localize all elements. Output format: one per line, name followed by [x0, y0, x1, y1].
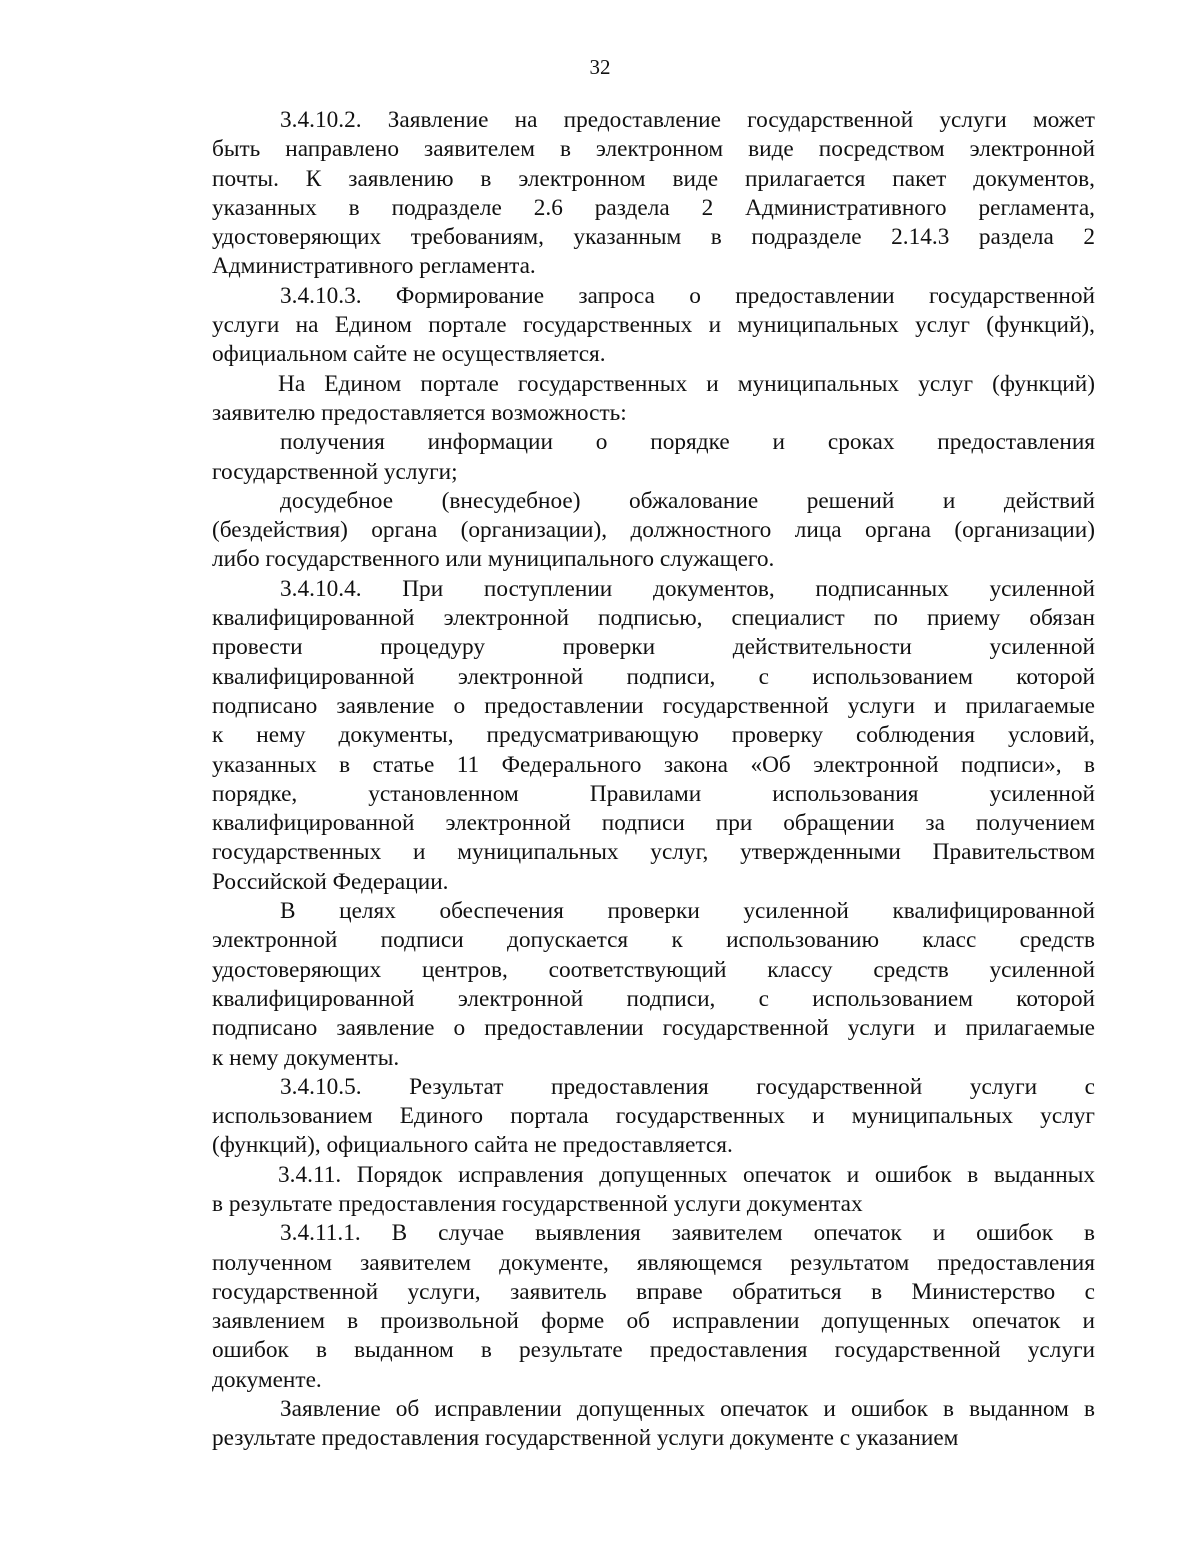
- paragraph-line: государственных и муниципальных услуг, утвержденными Правительством: [212, 839, 1095, 866]
- paragraph-line: На Едином портале государственных и муниципальных услуг (функций): [278, 370, 1095, 397]
- paragraph-line: получения информации о порядке и сроках предоставления: [280, 429, 1095, 456]
- paragraph: [212, 1395, 1095, 1454]
- paragraph: [212, 106, 1095, 282]
- paragraph: [212, 1219, 1095, 1395]
- paragraph-line: порядке, установленном Правилами использования усиленной: [212, 780, 1095, 807]
- paragraph: [212, 1161, 1095, 1220]
- paragraph-line: 3.4.10.2. Заявление на предоставление государственной услуги может: [280, 107, 1095, 133]
- paragraph: [212, 282, 1095, 370]
- paragraph-line: удостоверяющих требованиям, указанным в подразделе 2.14.3 раздела 2: [212, 224, 1095, 251]
- paragraph-line: либо государственного или муниципального служащего.: [212, 546, 775, 573]
- document-body: [212, 106, 1095, 1454]
- paragraph-line: квалифицированной электронной подписи, с использованием которой: [212, 663, 1095, 690]
- paragraph: [212, 487, 1095, 575]
- paragraph-line: провести процедуру проверки действительности усиленной: [212, 634, 1095, 661]
- paragraph: [212, 897, 1095, 1073]
- paragraph: [212, 575, 1095, 897]
- paragraph: [212, 1073, 1095, 1161]
- paragraph-line: к нему документы, предусматривающую проверку соблюдения условий,: [212, 722, 1095, 749]
- paragraph-line: удостоверяющих центров, соответствующий классу средств усиленной: [212, 956, 1095, 983]
- paragraph-line: ошибок в выданном в результате предоставления государственной услуги: [212, 1337, 1095, 1364]
- paragraph-line: 3.4.11.1. В случае выявления заявителем опечаток и ошибок в: [280, 1220, 1095, 1247]
- paragraph-line: государственной услуги;: [212, 458, 458, 485]
- paragraph-line: подписано заявление о предоставлении государственной услуги и прилагаемые: [212, 692, 1095, 719]
- paragraph-line: досудебное (внесудебное) обжалование решений и действий: [280, 487, 1095, 514]
- paragraph-line: 3.4.11. Порядок исправления допущенных опечаток и ошибок в выданных: [278, 1161, 1095, 1188]
- paragraph-line: услуги на Едином портале государственных и муниципальных услуг (функций),: [212, 312, 1095, 339]
- paragraph-line: полученном заявителем документе, являющемся результатом предоставления: [212, 1249, 1095, 1276]
- paragraph-line: В целях обеспечения проверки усиленной квалифицированной: [280, 898, 1095, 925]
- paragraph-line: электронной подписи допускается к использованию класс средств: [212, 927, 1095, 954]
- paragraph-line: 3.4.10.3. Формирование запроса о предоставлении государственной: [280, 282, 1095, 309]
- paragraph-line: государственной услуги, заявитель вправе обратиться в Министерство с: [212, 1278, 1095, 1305]
- paragraph-line: использованием Единого портала государственных и муниципальных услуг: [212, 1103, 1095, 1130]
- paragraph-line: подписано заявление о предоставлении государственной услуги и прилагаемые: [212, 1015, 1095, 1042]
- paragraph-line: 3.4.10.5. Результат предоставления государственной услуги с: [280, 1073, 1095, 1100]
- paragraph-line: 3.4.10.4. При поступлении документов, подписанных усиленной: [280, 575, 1095, 602]
- paragraph-line: заявлением в произвольной форме об исправлении допущенных опечаток и: [212, 1308, 1095, 1335]
- paragraph-line: документе.: [212, 1366, 322, 1393]
- paragraph-line: быть направлено заявителем в электронном виде посредством электронной: [212, 136, 1095, 163]
- paragraph-line: квалифицированной электронной подписью, специалист по приему обязан: [212, 605, 1095, 632]
- paragraph-line: Заявление об исправлении допущенных опечаток и ошибок в выданном в: [280, 1396, 1095, 1423]
- paragraph-line: результате предоставления государственной услуги документе с указанием: [212, 1425, 959, 1452]
- paragraph-line: в результате предоставления государственной услуги документах: [212, 1190, 863, 1217]
- paragraph-line: (бездействия) органа (организации), должностного лица органа (организации): [212, 517, 1095, 544]
- paragraph-line: к нему документы.: [212, 1044, 400, 1071]
- paragraph: [212, 428, 1095, 487]
- paragraph-line: квалифицированной электронной подписи при обращении за получением: [212, 810, 1095, 837]
- paragraph-line: почты. К заявлению в электронном виде прилагается пакет документов,: [212, 165, 1095, 192]
- page-number: 32: [589, 55, 611, 79]
- paragraph-line: указанных в статье 11 Федерального закона «Об электронной подписи», в: [212, 751, 1095, 778]
- paragraph-line: официальном сайте не осуществляется.: [212, 341, 606, 368]
- paragraph: [212, 370, 1095, 429]
- paragraph-line: квалифицированной электронной подписи, с использованием которой: [212, 985, 1095, 1012]
- paragraph-line: (функций), официального сайта не предоставляется.: [212, 1132, 733, 1159]
- paragraph-line: Российской Федерации.: [212, 868, 449, 895]
- paragraph-line: заявителю предоставляется возможность:: [212, 399, 627, 426]
- paragraph-line: указанных в подразделе 2.6 раздела 2 Административного регламента,: [212, 194, 1095, 221]
- paragraph-line: Административного регламента.: [212, 253, 536, 280]
